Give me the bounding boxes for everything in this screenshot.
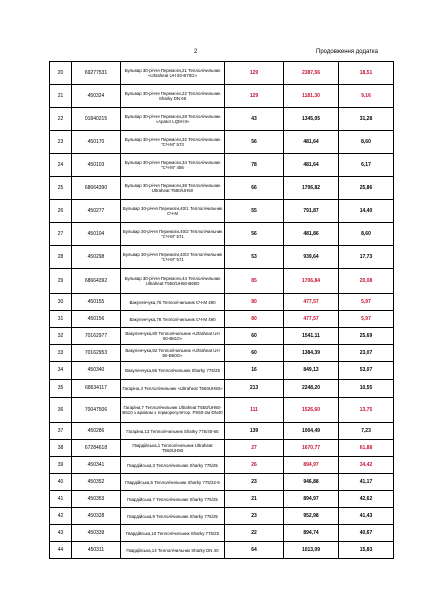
ratio-value: 7,23 (339, 423, 394, 440)
row-number: 30 (50, 294, 72, 311)
address-meter: Бульвар 30-річчя Перемоги,28 Теплолічильник «Apator LQM-III» (121, 108, 225, 131)
row-number: 31 (50, 311, 72, 328)
sum-value: 1706,82 (284, 177, 339, 200)
address-meter: Бульвар 30-річчя Перемоги,22 Теплолічильник Sharky DN 65 (121, 85, 225, 108)
meter-code: 69277531 (72, 62, 121, 85)
row-number: 25 (50, 177, 72, 200)
sum-value: 2387,56 (284, 62, 339, 85)
page-caption: Продовження додатка (316, 49, 378, 55)
address-meter: Бульвар 30-річчя Перемоги,40/2 Теплолічильник "СЧ-М" 571 (121, 223, 225, 246)
sum-value: 481,64 (284, 131, 339, 154)
quantity-value: 111 (225, 398, 284, 423)
ratio-value: 23,07 (339, 345, 394, 362)
meter-code: 68664392 (72, 269, 121, 294)
sum-value: 1345,05 (284, 108, 339, 131)
sum-value: 849,13 (284, 362, 339, 380)
sum-value: 1004,49 (284, 423, 339, 440)
sum-value: 894,74 (284, 525, 339, 542)
sum-value: 1384,39 (284, 345, 339, 362)
quantity-value: 55 (225, 200, 284, 223)
quantity-value: 16 (225, 362, 284, 380)
table-row (50, 62, 394, 85)
ratio-value: 5,97 (339, 294, 394, 311)
quantity-value: 23 (225, 508, 284, 525)
row-number: 40 (50, 474, 72, 491)
meter-code: 450277 (72, 200, 121, 223)
address-meter: Гвардійська,9 Теплолічильник Sharky 775/25 (121, 508, 225, 525)
row-number: 21 (50, 85, 72, 108)
meter-code: 450341 (72, 457, 121, 474)
table-row (50, 294, 394, 311)
ratio-value: 25,69 (339, 328, 394, 345)
address-meter: Гвардійська,14 Теплолічильник Sharky DN 40 (121, 542, 225, 559)
row-number: 24 (50, 154, 72, 177)
ratio-value: 53,07 (339, 362, 394, 380)
row-number: 23 (50, 131, 72, 154)
address-meter: Гвардійська,7 Теплолічильник Sharky 775/25 (121, 491, 225, 508)
address-meter: Вакуленчука,82 Теплолічильник «Ultraheat UH 50-B60G» (121, 345, 225, 362)
quantity-value: 129 (225, 85, 284, 108)
meter-code: 450339 (72, 525, 121, 542)
quantity-value: 213 (225, 380, 284, 398)
quantity-value: 56 (225, 223, 284, 246)
meter-code: 68634117 (72, 380, 121, 398)
row-number: 37 (50, 423, 72, 440)
table-row (50, 269, 394, 294)
ratio-value: 13,75 (339, 398, 394, 423)
meter-code: 70162977 (72, 328, 121, 345)
sum-value: 791,87 (284, 200, 339, 223)
address-meter: Гвардійська,10 Теплолічильник Sharky 775/25 (121, 525, 225, 542)
row-number: 41 (50, 491, 72, 508)
table-row (50, 177, 394, 200)
meter-code: 450170 (72, 131, 121, 154)
row-number: 28 (50, 246, 72, 269)
meter-code: 450156 (72, 311, 121, 328)
address-meter: Бульвар 30-річчя Перемоги,38 Теплолічильник Ultraheat T550/UH50 (121, 177, 225, 200)
meter-code: 450298 (72, 246, 121, 269)
sum-value: 2248,20 (284, 380, 339, 398)
ratio-value: 42,62 (339, 491, 394, 508)
quantity-value: 129 (225, 62, 284, 85)
address-meter: Гагаріна,3 Теплолічильник «Ultraheat T550UH50» (121, 380, 225, 398)
quantity-value: 53 (225, 246, 284, 269)
table-row (50, 131, 394, 154)
sum-value: 481,64 (284, 154, 339, 177)
sum-value: 481,86 (284, 223, 339, 246)
row-number: 39 (50, 457, 72, 474)
sum-value: 1706,84 (284, 269, 339, 294)
sum-value: 1526,60 (284, 398, 339, 423)
quantity-value: 66 (225, 177, 284, 200)
quantity-value: 60 (225, 328, 284, 345)
address-meter: Бульвар 30-річчя Перемоги,32 Теплолічильник "СЧ-М" 573 (121, 131, 225, 154)
meter-code: 68664390 (72, 177, 121, 200)
ratio-value: 15,83 (339, 542, 394, 559)
table-row (50, 491, 394, 508)
sum-value: 1181,30 (284, 85, 339, 108)
table-row (50, 525, 394, 542)
table-row (50, 108, 394, 131)
address-meter: Вакуленчука,76 Теплолічильник СЧ-М 490 (121, 294, 225, 311)
ratio-value: 17,73 (339, 246, 394, 269)
quantity-value: 23 (225, 474, 284, 491)
meter-code: 450324 (72, 85, 121, 108)
address-meter: Бульвар 30-річчя Перемоги,44 Теплолічильник Ultraheat T550/UH50-B60D (121, 269, 225, 294)
quantity-value: 60 (225, 345, 284, 362)
row-number: 38 (50, 440, 72, 457)
ratio-value: 61,88 (339, 440, 394, 457)
row-number: 42 (50, 508, 72, 525)
quantity-value: 56 (225, 131, 284, 154)
quantity-value: 27 (225, 440, 284, 457)
sum-value: 1013,09 (284, 542, 339, 559)
meter-code: 450311 (72, 542, 121, 559)
address-meter: Вакуленчука,86 Теплолічильник Sharky 775/25 (121, 362, 225, 380)
ratio-value: 8,60 (339, 131, 394, 154)
table-row (50, 362, 394, 380)
meter-code: 450104 (72, 223, 121, 246)
meter-code: 450352 (72, 474, 121, 491)
row-number: 27 (50, 223, 72, 246)
page-number: 2 (194, 49, 198, 55)
table-row (50, 311, 394, 328)
quantity-value: 78 (225, 154, 284, 177)
row-number: 29 (50, 269, 72, 294)
table-row (50, 223, 394, 246)
ratio-value: 9,16 (339, 85, 394, 108)
address-meter: Гвардійська,3 Теплолічильник Sharky 775/25 (121, 457, 225, 474)
table-row (50, 345, 394, 362)
table-row (50, 85, 394, 108)
meter-code: 450155 (72, 294, 121, 311)
quantity-value: 22 (225, 525, 284, 542)
table-row (50, 508, 394, 525)
row-number: 43 (50, 525, 72, 542)
meter-code: 67284618 (72, 440, 121, 457)
address-meter: Гагаріна,7 Теплолічильник Ultraheat T550/UH50-B610 з архівом з терморегулятор. PS50-2м DN40 (121, 398, 225, 423)
row-number: 32 (50, 328, 72, 345)
table-row (50, 398, 394, 423)
table-row (50, 457, 394, 474)
ratio-value: 41,43 (339, 508, 394, 525)
quantity-value: 64 (225, 542, 284, 559)
quantity-value: 26 (225, 457, 284, 474)
meter-code: 70162953 (72, 345, 121, 362)
row-number: 34 (50, 362, 72, 380)
quantity-value: 139 (225, 423, 284, 440)
sum-value: 946,88 (284, 474, 339, 491)
sum-value: 952,98 (284, 508, 339, 525)
sum-value: 939,64 (284, 246, 339, 269)
address-meter: Бульвар 30-річчя Перемоги,34 Теплолічильник "СЧ-М" 456 (121, 154, 225, 177)
sum-value: 894,97 (284, 491, 339, 508)
meter-code: 450103 (72, 154, 121, 177)
table-row (50, 328, 394, 345)
meter-code: 450286 (72, 423, 121, 440)
ratio-value: 25,86 (339, 177, 394, 200)
ratio-value: 40,67 (339, 525, 394, 542)
ratio-value: 5,97 (339, 311, 394, 328)
quantity-value: 43 (225, 108, 284, 131)
sum-value: 477,57 (284, 294, 339, 311)
meter-code: 450340 (72, 362, 121, 380)
sum-value: 1670,77 (284, 440, 339, 457)
meter-code: 450328 (72, 508, 121, 525)
quantity-value: 80 (225, 294, 284, 311)
meter-code: 01840215 (72, 108, 121, 131)
row-number: 26 (50, 200, 72, 223)
row-number: 22 (50, 108, 72, 131)
meter-table (49, 61, 394, 559)
address-meter: Гагаріна,13 Теплолічильник Sharky 775/40-65 (121, 423, 225, 440)
row-number: 33 (50, 345, 72, 362)
address-meter: Вакуленчука,80 Теплолічильник «Ultraheat UH 50-B610» (121, 328, 225, 345)
table-row (50, 440, 394, 457)
ratio-value: 8,60 (339, 223, 394, 246)
table-row (50, 423, 394, 440)
address-meter: Вакуленчука,78 Теплолічильник СЧ-М 490 (121, 311, 225, 328)
row-number: 20 (50, 62, 72, 85)
address-meter: Бульвар 30-річчя Перемоги,40/3 Теплолічильник "СЧ-М" 571 (121, 246, 225, 269)
address-meter: Бульвар 30-річчя Перемоги,21 Теплолічильник «Ultraheat UH 50-B70G» (121, 62, 225, 85)
sum-value: 477,57 (284, 311, 339, 328)
sum-value: 1541,11 (284, 328, 339, 345)
ratio-value: 6,17 (339, 154, 394, 177)
ratio-value: 31,28 (339, 108, 394, 131)
table-row (50, 474, 394, 491)
meter-code: 450353 (72, 491, 121, 508)
address-meter: Бульвар 30-річчя Перемоги,40/1 Теплолічильник СЧ-М (121, 200, 225, 223)
table-row (50, 380, 394, 398)
address-meter: Гвардійська,5 Теплолічильник Sharky 775/32-6 (121, 474, 225, 491)
ratio-value: 14,40 (339, 200, 394, 223)
meter-code: 70047506 (72, 398, 121, 423)
table-row (50, 246, 394, 269)
ratio-value: 18,51 (339, 62, 394, 85)
ratio-value: 41,17 (339, 474, 394, 491)
table-row (50, 154, 394, 177)
table-row (50, 200, 394, 223)
row-number: 44 (50, 542, 72, 559)
row-number: 36 (50, 398, 72, 423)
sum-value: 894,97 (284, 457, 339, 474)
ratio-value: 10,55 (339, 380, 394, 398)
quantity-value: 80 (225, 311, 284, 328)
quantity-value: 21 (225, 491, 284, 508)
address-meter: Гвардійська,1 Теплолічильник Ultraheat T550UH50 (121, 440, 225, 457)
ratio-value: 34,42 (339, 457, 394, 474)
ratio-value: 20,08 (339, 269, 394, 294)
table-row (50, 542, 394, 559)
quantity-value: 85 (225, 269, 284, 294)
row-number: 35 (50, 380, 72, 398)
